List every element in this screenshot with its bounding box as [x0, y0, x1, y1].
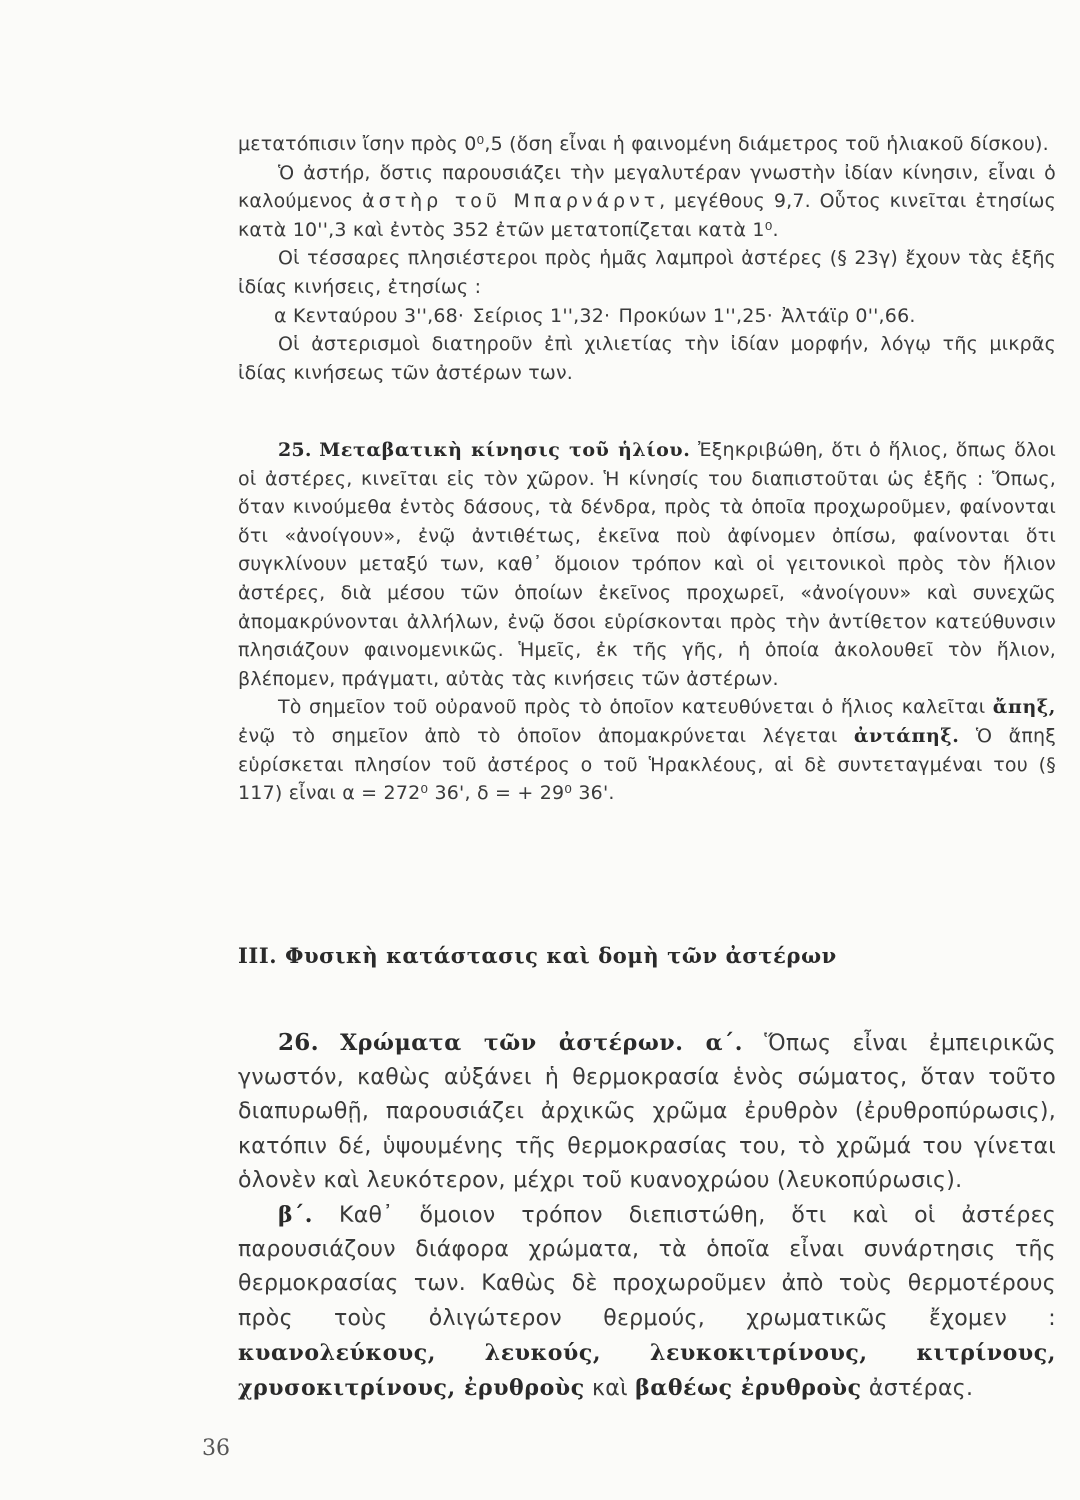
text-run: , μεγέθους 9,7. Οὗτος κινεῖται ἐτησίως κατὰ 10'',3 καὶ ἐντὸς 352 ἐτῶν μετατοπίζεται κατὰ 1⁰. — [238, 190, 1057, 241]
paragraph-star-colors-a — [238, 1026, 1056, 1198]
text-run: Ὅπως εἶναι ἐμπειρικῶς γνωστόν, καθὼς αὐξάνει ἡ θερμοκρασία ἑνὸς σώματος, ὅταν τοῦτο διαπυρωθῇ, παρουσιάζει ἀρχικῶς χρῶμα ἐρυθρὸν (ἐρυθροπύρωσις), κατόπιν δέ, ὑψουμένης τῆς θερμοκρασίας του, τὸ χρῶμά του γίνεται ὁλονὲν καὶ λευκότερον, μέχρι τοῦ κυανοχρώου (λευκοπύρωσις). — [238, 1031, 1057, 1193]
paragraph-barnard-star — [238, 159, 1056, 245]
text-run: Καθ᾽ ὅμοιον τρόπον διεπιστώθη, ὅτι καὶ οἱ ἀστέρες παρουσιάζουν διάφορα χρώματα, τὰ ὁποῖα εἶναι συνάρτησις τῆς θερμοκρασίας των. Καθὼς δὲ προχωροῦμεν ἀπὸ τοὺς θερμοτέρους πρὸς τοὺς ὀλιγώτερον θερμούς, χρωματικῶς ἔχομεν : — [238, 1203, 1056, 1331]
paragraph-solar-motion — [238, 436, 1056, 693]
text-run: Ἐξηκριβώθη, ὅτι ὁ ἥλιος, ὅπως ὅλοι οἱ ἀστέρες, κινεῖται εἰς τὸν χῶρον. Ἡ κίνησίς του διαπιστοῦται ὡς ἑξῆς : Ὅπως, ὅταν κινούμεθα ἐντὸς δάσους, τὰ δένδρα, πρὸς τὰ ὁποῖα προχωροῦμεν, φαίνονται ὅτι «ἀνοίγουν», ἐνῷ ἀντιθέτως, ἐκεῖνα ποὺ ἀφίνομεν ὀπίσω, φαίνονται ὅτι συγκλίνουν μεταξύ των, καθ᾽ ὅμοιον τρόπον καὶ οἱ γειτονικοὶ πρὸς τὸν ἥλιον ἀστέρες, διὰ μέσου τῶν ὁποίων ἐκεῖνος προχωρεῖ, «ἀνοίγουν» καὶ συνεχῶς ἀπομακρύνονται ἀλλήλων, ἐνῷ ὅσοι εὑρίσκονται πρὸς τὴν ἀντίθετον κατεύθυνσιν πλησιάζουν φαινομενικῶς. Ἡμεῖς, ἐκ τῆς γῆς, ἡ ὁποία ἀκολουθεῖ τὸν ἥλιον, βλέπομεν, πράγματι, αὐτὰς τὰς κινήσεις τῶν ἀστέρων. — [238, 439, 1056, 690]
text-run: καὶ — [584, 1376, 636, 1402]
paragraph-star-colors-b — [238, 1198, 1056, 1406]
text-line: μετατόπισιν ἴσην πρὸς 0⁰,5 (ὅση εἶναι ἡ φαινομένη διάμετρος τοῦ ἡλιακοῦ δίσκου). — [238, 133, 1049, 155]
paragraph-angular-shift — [238, 130, 1056, 159]
motion-procyon: Προκύων 1'',25· — [618, 304, 774, 327]
subsection-marker: β΄. — [278, 1202, 314, 1229]
proper-motion-list — [238, 302, 1056, 331]
text-run: Ὁ ἀστήρ, ὅστις παρουσιάζει τὴν μεγαλυτέραν γνωστὴν ἰδίαν κίνησιν, εἶναι ὁ καλούμενος — [238, 161, 1056, 213]
text-run: ἀστέρας. — [861, 1376, 974, 1402]
section-number: 25. — [278, 439, 312, 461]
text-run: ἐνῷ τὸ σημεῖον ἀπὸ τὸ ὁποῖον ἀπομακρύνεται λέγεται — [238, 724, 854, 747]
section-number: 26. — [278, 1029, 319, 1056]
barnard-star-name: ἀστὴρ τοῦ Μπαρνάρντ — [362, 190, 660, 213]
text-run: Τὸ σημεῖον τοῦ οὐρανοῦ πρὸς τὸ ὁποῖον κατευθύνεται ὁ ἥλιος καλεῖται — [278, 696, 993, 719]
section-title: Χρώματα τῶν ἀστέρων. α΄. — [340, 1030, 744, 1056]
section-25 — [238, 436, 1056, 808]
motion-alpha-centauri: α Κενταύρου 3'',68· — [274, 304, 465, 327]
paragraph-apex — [238, 693, 1056, 807]
color-terms: κυανολεύκους, λευκούς, λευκοκιτρίνους, κιτρίνους, χρυσοκιτρίνους, ἐρυθροὺς — [238, 1339, 1056, 1402]
text-run: Ὁ ἄπηξ εὑρίσκεται πλησίον τοῦ ἀστέρος ο τοῦ Ἡρακλέους, αἱ δὲ συντεταγμέναι του (§ 117) εἶναι α = 272⁰ 36', δ = + 29⁰ 36'. — [238, 724, 1057, 805]
section-title: Μεταβατικὴ κίνησις τοῦ ἡλίου. — [319, 439, 691, 461]
term-deep-red: βαθέως ἐρυθροὺς — [635, 1375, 862, 1402]
paragraph-nearest-stars — [238, 244, 1056, 301]
term-apex: ἄπηξ, — [992, 696, 1056, 719]
chapter-heading: III. Φυσικὴ κατάστασις καὶ δομὴ τῶν ἀστέρων — [238, 943, 837, 968]
text-run: Οἱ τέσσαρες πλησιέστεροι πρὸς ἡμᾶς λαμπροὶ ἀστέρες (§ 23γ) ἔχουν τὰς ἑξῆς ἰδίας κινήσεις, ἐτησίως : — [238, 247, 1056, 298]
motion-altair: Ἀλτάϊρ 0'',66. — [781, 304, 916, 327]
term-antapex: ἀντάπηξ. — [853, 724, 960, 747]
section-24-continuation — [238, 130, 1056, 387]
paragraph-constellations — [238, 330, 1056, 387]
section-26 — [238, 1026, 1056, 1406]
text-run: Οἱ ἀστερισμοὶ διατηροῦν ἐπὶ χιλιετίας τὴν ἰδίαν μορφήν, λόγῳ τῆς μικρᾶς ἰδίας κινήσεως τῶν ἀστέρων των. — [238, 333, 1056, 384]
motion-sirius: Σείριος 1'',32· — [472, 304, 611, 327]
page-number: 36 — [202, 1436, 230, 1461]
